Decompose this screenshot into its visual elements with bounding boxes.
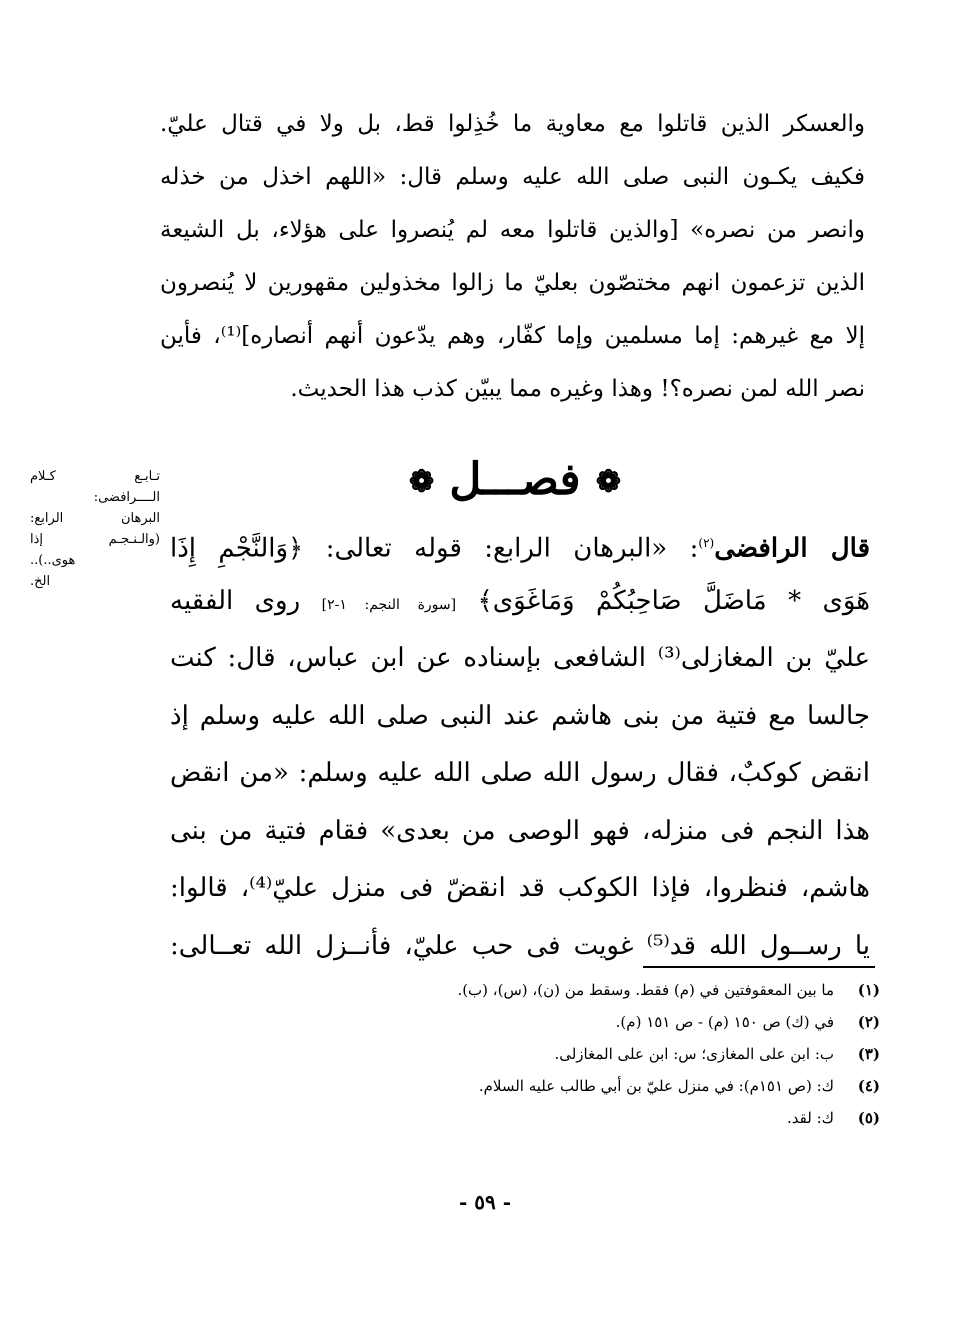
text-line: والعسكر الذين قاتلوا مع معاوية ما خُذِلوا قط، بل ولا في قتال عليّ.: [160, 111, 865, 137]
footnote-number: (٣): [857, 1045, 880, 1063]
margin-note-line: تـابـع كـلام: [30, 469, 160, 484]
text-run: روى الفقيه: [170, 585, 301, 616]
text-run: «البرهان الرابع: قوله تعالى: ﴿وَالنَّجْمِ إِذَا: [170, 533, 668, 564]
ornament-left-icon: ❁: [408, 464, 435, 500]
margin-note-line: هوى..)..: [30, 553, 76, 568]
margin-note-line: الــــرافضى:: [93, 490, 160, 505]
footnotes: [300, 974, 880, 1134]
text-line: يا رســول الله قد⁽⁵⁾ غويت فى حب عليّ، فأنــزل الله تعــالى:: [170, 930, 870, 961]
margin-note-line: (والـنـجـم إذا: [30, 532, 160, 547]
footnote-number: (٥): [857, 1109, 880, 1127]
footnote: [300, 1006, 880, 1038]
footnote-ref: (٢): [698, 536, 715, 550]
text-line: فكيف يكـون النبى صلى الله عليه وسلم قال: «اللهم اخذل من خذله: [160, 164, 865, 190]
footnote-number: (٢): [857, 1013, 880, 1031]
speaker-label: قال الرافضى: [714, 533, 870, 564]
footnote-number: (٤): [857, 1077, 880, 1095]
section-heading-text: فصـــل: [449, 454, 581, 505]
text-line: جالسا مع فتية من بنى هاشم عند النبى صلى الله عليه وسلم إذ: [170, 700, 870, 731]
verse-citation: [سورة النجم: ١-٢]: [321, 596, 457, 613]
footnote-text: ك: لقد.: [787, 1109, 834, 1127]
text-line: قال الرافضى$^{(٢)}$: «البرهان الرابع: قوله تعالى: ﴿وَالنَّجْمِ إِذَا: [170, 533, 870, 564]
footnote-text: ب: ابن على المغازى؛ س: ابن على المغازلى.: [554, 1045, 834, 1063]
footnote-text: في (ك) ص ١٥٠ (م) - ص ١٥١ (م).: [615, 1013, 834, 1031]
text-line: هاشم، فنظروا، فإذا الكوكب قد انقضّ فى منزل عليّ⁽⁴⁾، قالوا:: [170, 873, 870, 903]
footnote: [300, 1038, 880, 1070]
margin-note-line: الخ.: [30, 574, 51, 589]
footnote-divider: [643, 966, 875, 968]
footnote: [300, 1102, 880, 1134]
text-line: انقض كوكبٌ، فقال رسول الله صلى الله عليه وسلم: «من انقض: [170, 758, 870, 788]
text-line: وانصر من نصره» [والذين قاتلوا معه لم يُنصروا على هؤلاء، بل الشيعة: [160, 217, 865, 243]
quran-verse: هَوَى * مَاضَلَّ صَاحِبُكُمْ وَمَاغَوَى﴾: [477, 585, 870, 616]
margin-note-line: البرهان الرابع:: [30, 511, 160, 526]
body-paragraph-2: [170, 515, 870, 975]
text-line: نصر الله لمن نصره؟! وهذا وغيره مما يبيّن كذب هذا الحديث.: [290, 376, 865, 402]
margin-note: [30, 466, 160, 592]
page-number: - ٥٩ -: [458, 1190, 511, 1214]
footnote-text: ك: (ص ١٥١م): في منزل عليّ بن أبي طالب عليه السلام.: [478, 1077, 834, 1095]
text-line: هذا النجم فى منزله، فهو الوصى من بعدى» فقام فتية من بنى: [170, 815, 870, 846]
ornament-right-icon: ❁: [595, 464, 622, 500]
footnote-text: ما بين المعقوفتين في (م) فقط. وسقط من (ن)، (س)، (ب).: [457, 981, 834, 999]
text-line: الذين تزعمون انهم مختصّون بعليّ ما زالوا مخذولين مقهورين لا يُنصرون: [160, 270, 865, 296]
text-line: عليّ بن المغازلى⁽³⁾ الشافعى بإسناده عن ابن عباس، قال: كنت: [170, 643, 870, 673]
footnote: [300, 974, 880, 1006]
section-heading: [380, 450, 650, 510]
text-line: إلا مع غيرهم: إما مسلمين وإما كفّار، وهم يدّعون أنهم أنصاره]⁽¹⁾، فأين: [160, 323, 865, 349]
body-paragraph-1: [160, 98, 865, 416]
footnote: [300, 1070, 880, 1102]
text-line: [170, 573, 870, 631]
footnote-number: (١): [857, 981, 880, 999]
